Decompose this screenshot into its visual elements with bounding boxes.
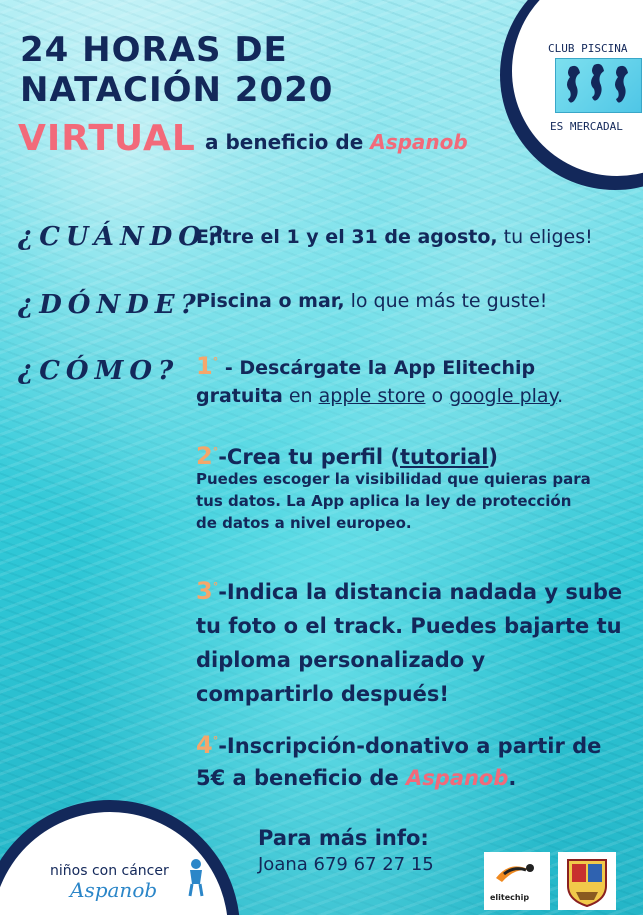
question-how: ¿CÓMO? [18,356,180,386]
step-4-text: -Inscripción-donativo a partir de 5€ a beneficio de [196,734,602,790]
ninos-logo-line2: Aspanob [70,878,158,902]
ninos-logo-line1: niños con cáncer [50,863,169,879]
benefit-prefix: a beneficio de [205,130,364,154]
seahorse-logo-icon [555,58,642,113]
step-1-number: 1° [196,352,219,380]
step-3-text: -Indica la distancia nadada y sube tu foto o el track. Puedes bajarte tu diploma personalizado y compartirlo después! [196,580,623,706]
club-name-line1: CLUB PISCINA [548,42,628,55]
info-contact: Joana 679 67 27 15 [258,854,434,875]
step-3 [196,570,626,711]
google-play-link[interactable]: google play [449,385,558,407]
answer-when [196,224,593,251]
answer-when-rest: tu eliges! [497,226,593,248]
answer-where-rest: lo que más te guste! [344,290,548,312]
step-3-number: 3° [196,577,219,605]
step-2-details: Puedes escoger la visibilidad que quieras para tus datos. La App aplica la ley de protección de datos a nivel europeo. [196,470,591,532]
virtual-label: VIRTUAL [18,118,196,159]
answer-where-place: Piscina o mar, [196,290,345,312]
step-4-org: Aspanob [406,766,509,790]
crest-icon [558,852,616,910]
step-2: 2°-Crea tu perfil (tutorial) [196,442,499,470]
step-1-free: gratuita [196,385,283,407]
step-2-text: -Crea tu perfil ( [218,445,401,469]
step-4-number: 4° [196,731,219,759]
answer-where [196,288,547,315]
club-name-line2: ES MERCADAL [550,120,623,133]
answer-when-dates: Entre el 1 y el 31 de agosto, [196,226,498,248]
question-where: ¿DÓNDE? [18,290,202,320]
tutorial-link[interactable]: tutorial [400,445,489,469]
title-line2: NATACIÓN 2020 [20,70,334,110]
benefit-line [205,130,468,154]
benefit-org: Aspanob [370,130,468,154]
apple-store-link[interactable]: apple store [318,385,426,407]
step-2-number: 2° [196,442,219,470]
elitechip-label: elitechip [490,893,530,902]
swimmer-icon [484,852,550,892]
crest-logo [558,852,616,910]
title-line1: 24 HORAS DE [20,30,288,70]
step-1: 1° - Descárgate la App Elitechip gratuita en apple store o google play. [196,352,564,407]
step-4: 4°-Inscripción-donativo a partir de 5€ a beneficio de Aspanob. [196,731,602,790]
step-1-text: - Descárgate la App Elitechip [224,357,536,379]
question-when: ¿CUÁNDO? [18,222,229,252]
child-figure-icon [180,858,210,898]
info-title: Para más info: [258,826,429,850]
